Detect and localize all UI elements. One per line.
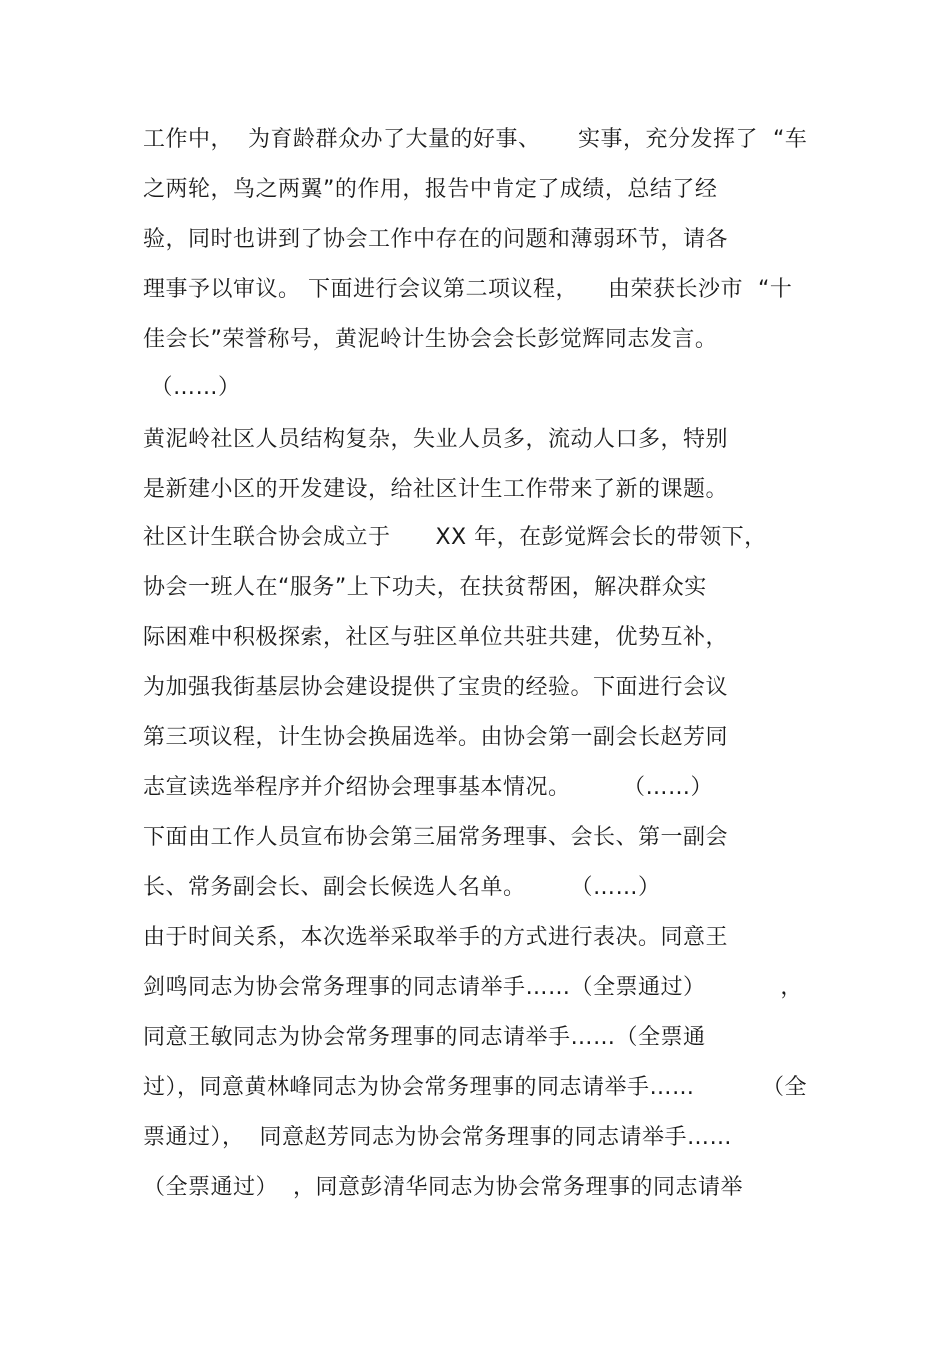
text-line: 是新建小区的开发建设，给社区计生工作带来了新的课题。 — [143, 477, 729, 502]
text-line: 剑鸣同志为协会常务理事的同志请举手……（全票通过） ， — [143, 975, 803, 1000]
text-line: 工作中， 为育龄群众办了大量的好事、 实事，充分发挥了 “车 — [143, 127, 808, 152]
text-line: 同意王敏同志为协会常务理事的同志请举手……（全票通 — [143, 1025, 706, 1050]
text-line: 协会一班人在“服务”上下功夫，在扶贫帮困，解决群众实 — [143, 575, 707, 600]
text-line: 佳会长”荣誉称号，黄泥岭计生协会会长彭觉辉同志发言。 — [143, 327, 718, 352]
text-line: 为加强我街基层协会建设提供了宝贵的经验。下面进行会议 — [143, 675, 729, 700]
text-line: 志宣读选举程序并介绍协会理事基本情况。 （……） — [143, 775, 713, 800]
text-line: 过），同意黄林峰同志为协会常务理事的同志请举手…… （全 — [143, 1075, 807, 1100]
text-line: 社区计生联合协会成立于 XX 年，在彭觉辉会长的带领下， — [143, 525, 767, 550]
text-line: 第三项议程，计生协会换届选举。由协会第一副会长赵芳同 — [143, 725, 729, 750]
text-line: 长、常务副会长、副会长候选人名单。 （……） — [143, 875, 661, 900]
text-line: 下面由工作人员宣布协会第三届常务理事、会长、第一副会 — [143, 825, 729, 850]
text-line: 票通过）， 同意赵芳同志为协会常务理事的同志请举手…… — [143, 1125, 732, 1150]
text-line: 验，同时也讲到了协会工作中存在的问题和薄弱环节，请各 — [143, 227, 729, 252]
text-line: 之两轮，鸟之两翼”的作用，报告中肯定了成绩，总结了经 — [143, 177, 718, 202]
text-line: 理事予以审议。 下面进行会议第二项议程， 由荣获长沙市 “十 — [143, 277, 793, 302]
text-line: 由于时间关系，本次选举采取举手的方式进行表决。同意王 — [143, 925, 729, 950]
text-line: （全票通过） ，同意彭清华同志为协会常务理事的同志请举 — [143, 1175, 743, 1200]
text-line: 际困难中积极探索，社区与驻区单位共驻共建，优势互补， — [143, 625, 729, 650]
text-line: （……） — [143, 375, 241, 400]
text-line: 黄泥岭社区人员结构复杂，失业人员多，流动人口多，特别 — [143, 427, 729, 452]
